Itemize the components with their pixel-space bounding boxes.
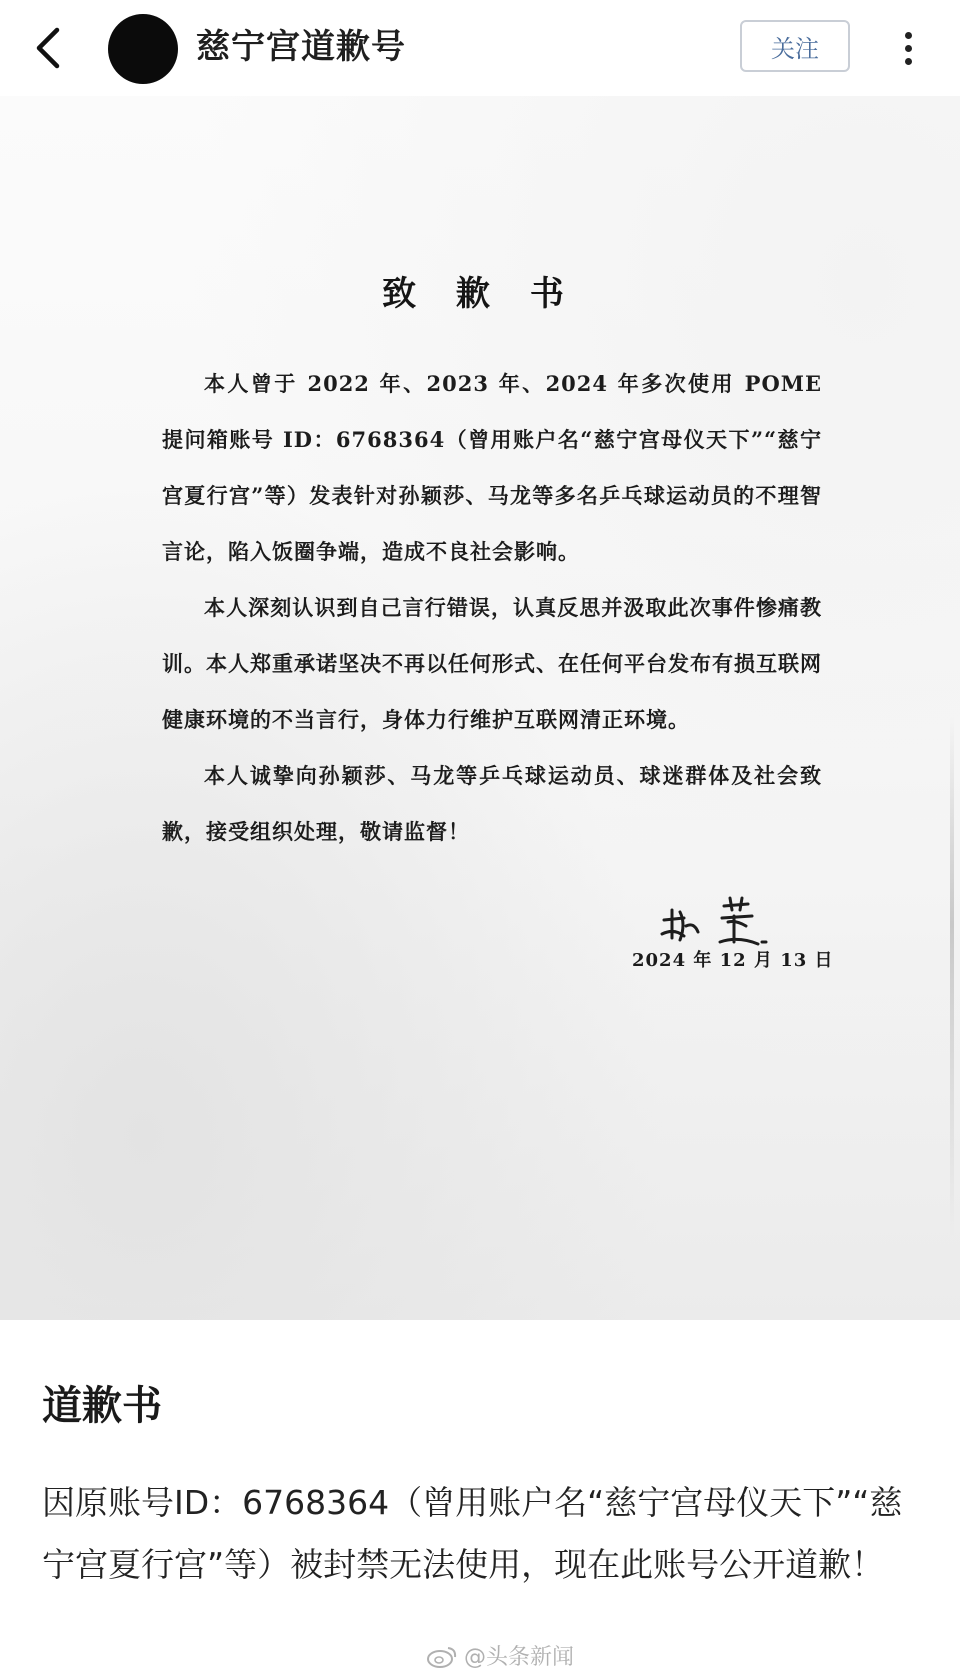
chevron-left-icon — [31, 26, 65, 70]
vertical-ellipsis-icon — [905, 58, 912, 65]
letter-image[interactable] — [0, 96, 960, 1320]
letter-date: 2024 年 12 月 13 日 — [632, 950, 834, 971]
vertical-ellipsis-icon — [905, 32, 912, 39]
back-button[interactable] — [22, 20, 74, 76]
follow-button[interactable]: 关注 — [740, 20, 850, 72]
letter-paragraph: 本人诚挚向孙颖莎、马龙等乒乓球运动员、球迷群体及社会致歉，接受组织处理，敬请监督！ — [162, 763, 822, 844]
letter-title: 致 歉 书 — [382, 274, 578, 314]
avatar[interactable] — [108, 14, 178, 84]
watermark-text: @头条新闻 — [464, 1645, 575, 1670]
watermark — [426, 1640, 574, 1671]
post-title: 道歉书 — [42, 1383, 162, 1429]
paper-edge-shadow — [950, 716, 954, 1236]
weibo-icon — [426, 1644, 458, 1668]
letter-body — [162, 356, 822, 860]
post-text: 因原账号ID：6768364（曾用账户名“慈宁宫母仪天下”“慈宁宫夏行宫”等）被封禁无法使用，现在此账号公开道歉！ — [42, 1483, 903, 1584]
handwritten-signature — [650, 876, 780, 956]
account-name[interactable]: 慈宁宫道歉号 — [196, 27, 406, 67]
letter-paragraph: 本人深刻认识到自己言行错误，认真反思并汲取此次事件惨痛教训。本人郑重承诺坚决不再以任何形式、在任何平台发布有损互联网健康环境的不当言行，身体力行维护互联网清正环境。 — [162, 595, 822, 732]
letter-paragraph: 本人曾于 2022 年、2023 年、2024 年多次使用 POME 提问箱账号 ID：6768364（曾用账户名“慈宁宫母仪天下”“慈宁宫夏行宫”等）发表针对孙颖莎、马龙等多名乒乓球运动员的不理智言论，陷入饭圈争端，造成不良社会影响。 — [162, 371, 822, 564]
top-bar — [0, 0, 960, 96]
more-options-button[interactable] — [888, 22, 928, 74]
vertical-ellipsis-icon — [905, 45, 912, 52]
